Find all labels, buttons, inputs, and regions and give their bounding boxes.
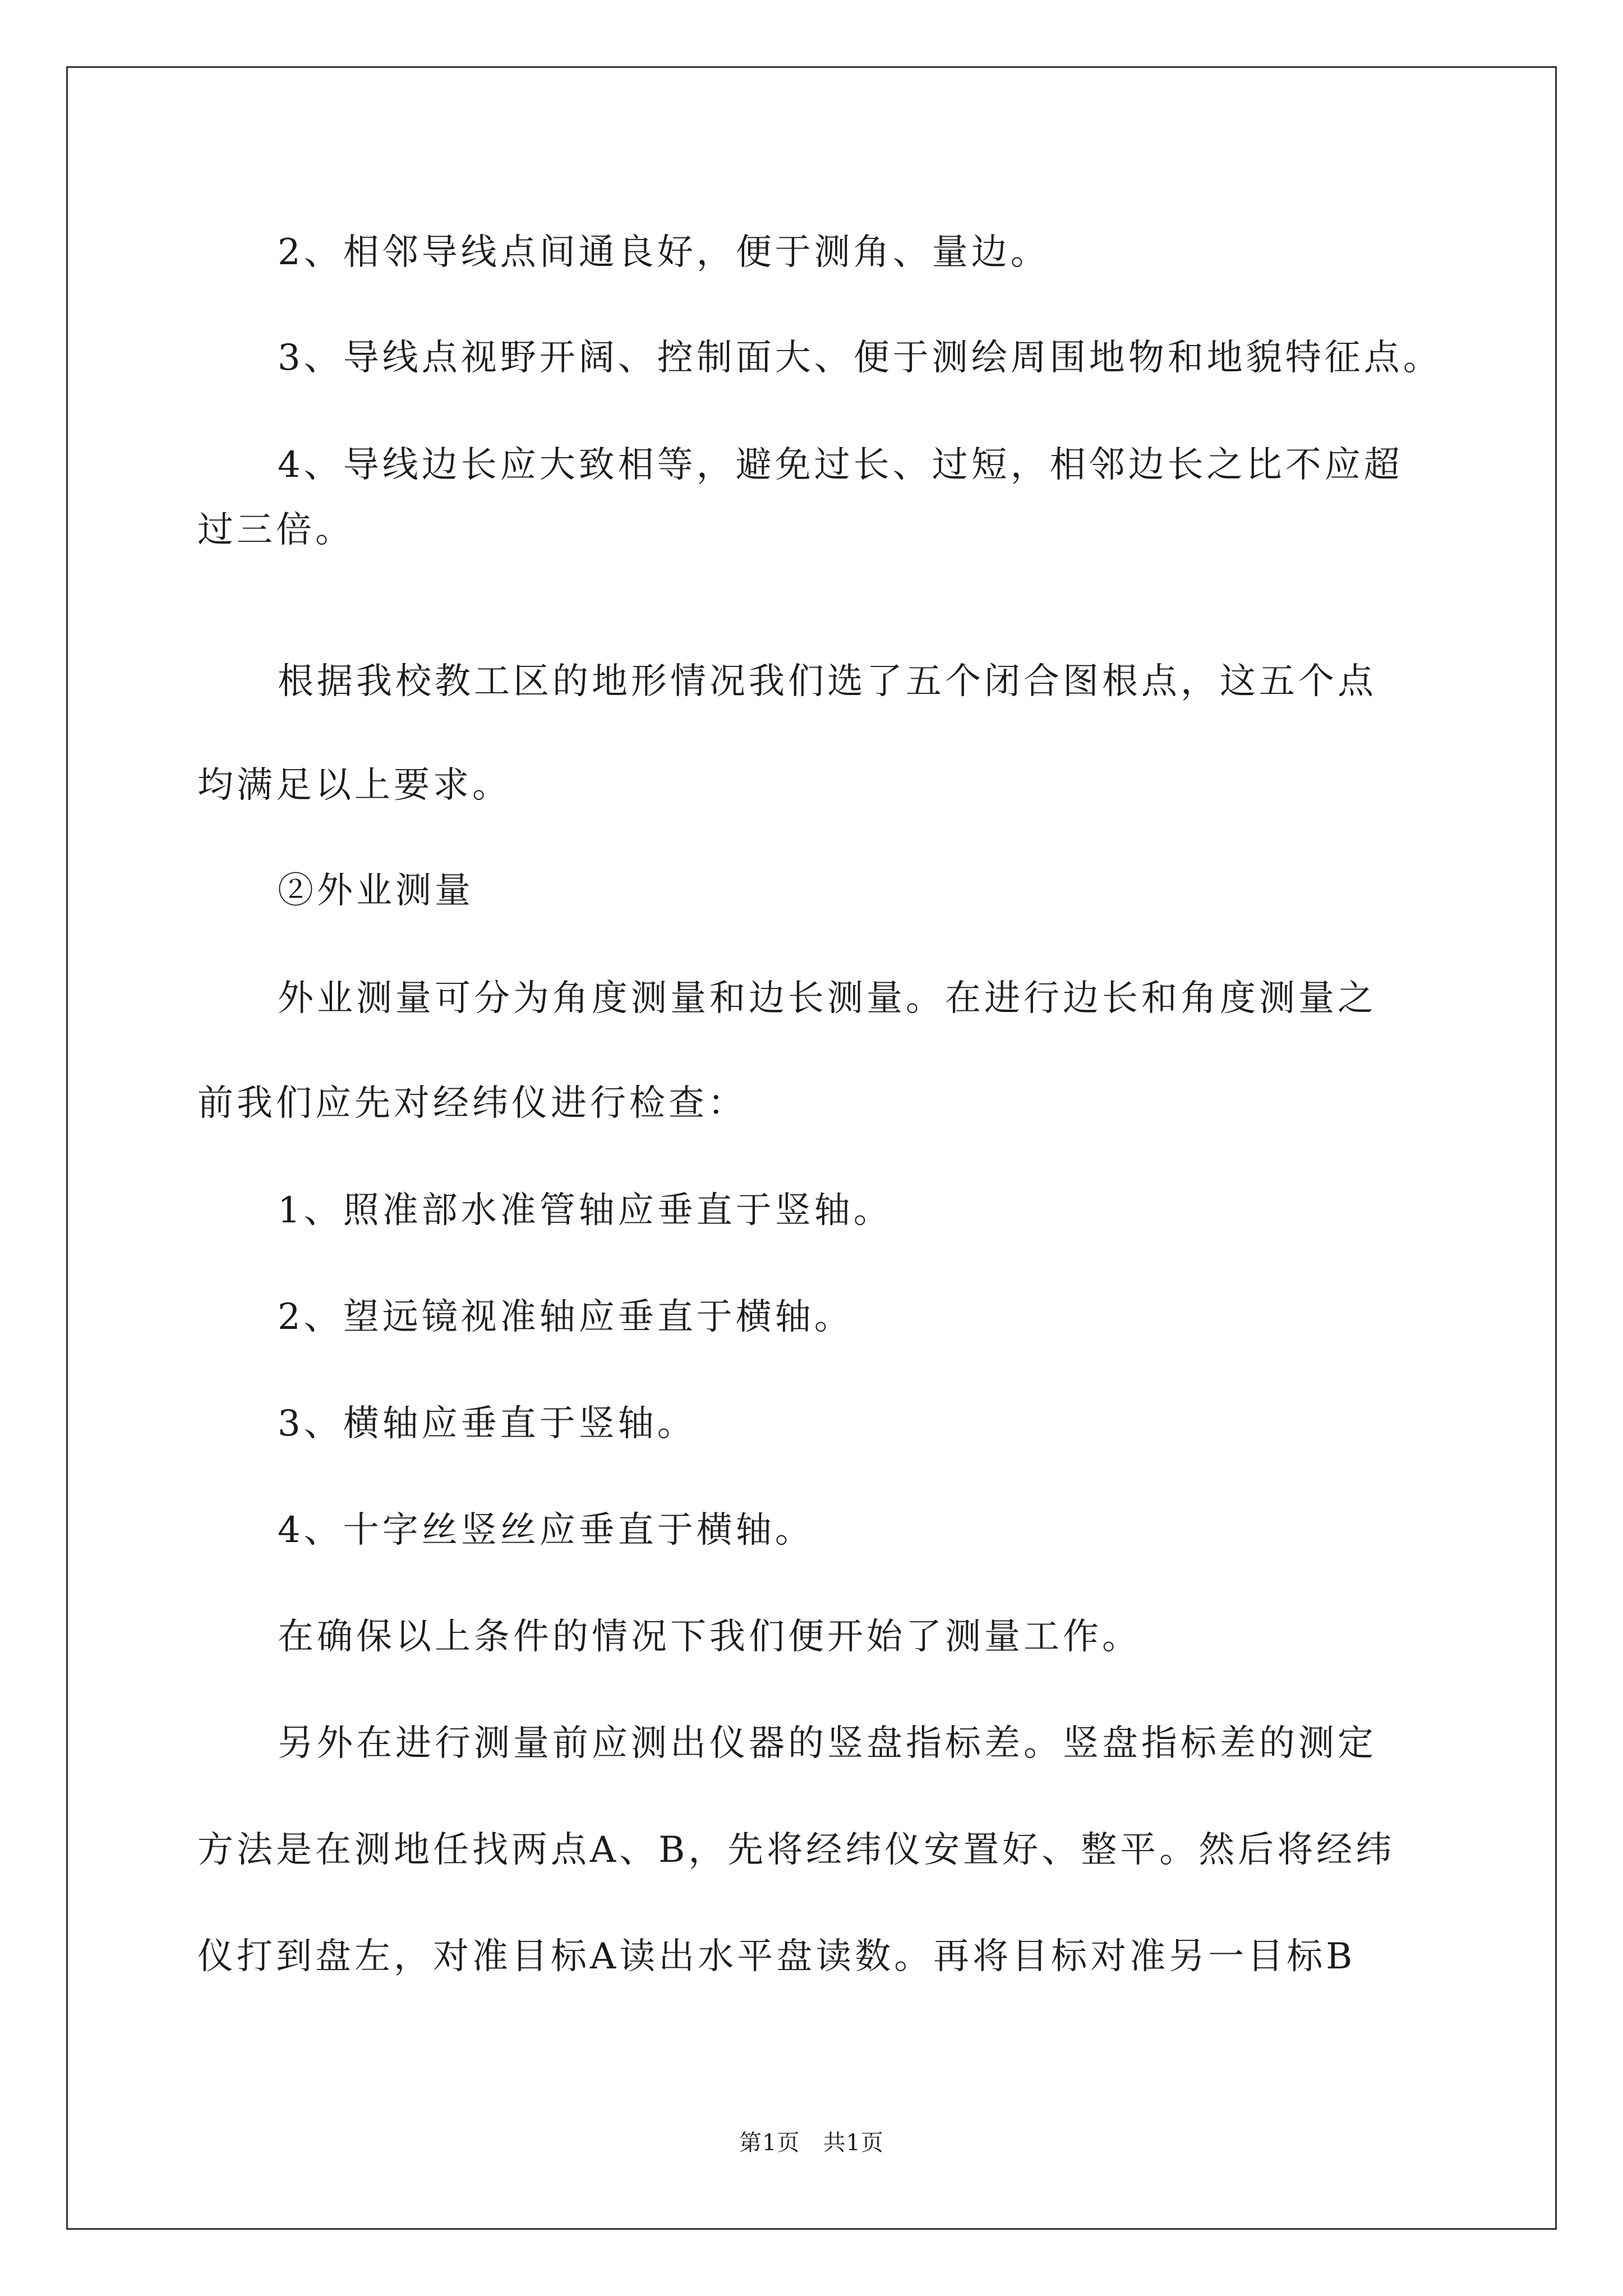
- text-line-8: 外业测量可分为角度测量和边长测量。在进行边长和角度测量之: [278, 978, 1377, 1019]
- text-line-13: 4、十字丝竖丝应垂直于横轴。: [278, 1510, 814, 1551]
- text-line-5: 根据我校教工区的地形情况我们选了五个闭合图根点，这五个点: [278, 661, 1377, 702]
- text-line-7: ②外业测量: [278, 870, 474, 912]
- text-line-3: 4、导线边长应大致相等，避免过长、过短，相邻边长之比不应超: [278, 444, 1403, 486]
- page-footer: 第1页 共1页: [739, 2130, 884, 2156]
- text-line-2: 3、导线点视野开阔、控制面大、便于测绘周围地物和地貌特征点。: [278, 337, 1442, 379]
- text-line-17: 仪打到盘左，对准目标A读出水平盘读数。再将目标对准另一目标B: [197, 1936, 1356, 1977]
- text-line-14: 在确保以上条件的情况下我们便开始了测量工作。: [278, 1616, 1141, 1658]
- text-line-12: 3、横轴应垂直于竖轴。: [278, 1403, 697, 1444]
- text-line-16: 方法是在测地任找两点A、B，先将经纬仪安置好、整平。然后将经纬: [197, 1829, 1395, 1871]
- text-line-10: 1、照准部水准管轴应垂直于竖轴。: [278, 1190, 893, 1231]
- text-line-9: 前我们应先对经纬仪进行检查：: [197, 1083, 747, 1124]
- text-line-15: 另外在进行测量前应测出仪器的竖盘指标差。竖盘指标差的测定: [278, 1723, 1377, 1764]
- text-line-1: 2、相邻导线点间通良好，便于测角、量边。: [278, 232, 1050, 273]
- text-line-11: 2、望远镜视准轴应垂直于横轴。: [278, 1296, 854, 1338]
- text-line-4: 过三倍。: [197, 509, 354, 551]
- page-border: [66, 66, 1557, 2230]
- text-line-6: 均满足以上要求。: [197, 765, 511, 806]
